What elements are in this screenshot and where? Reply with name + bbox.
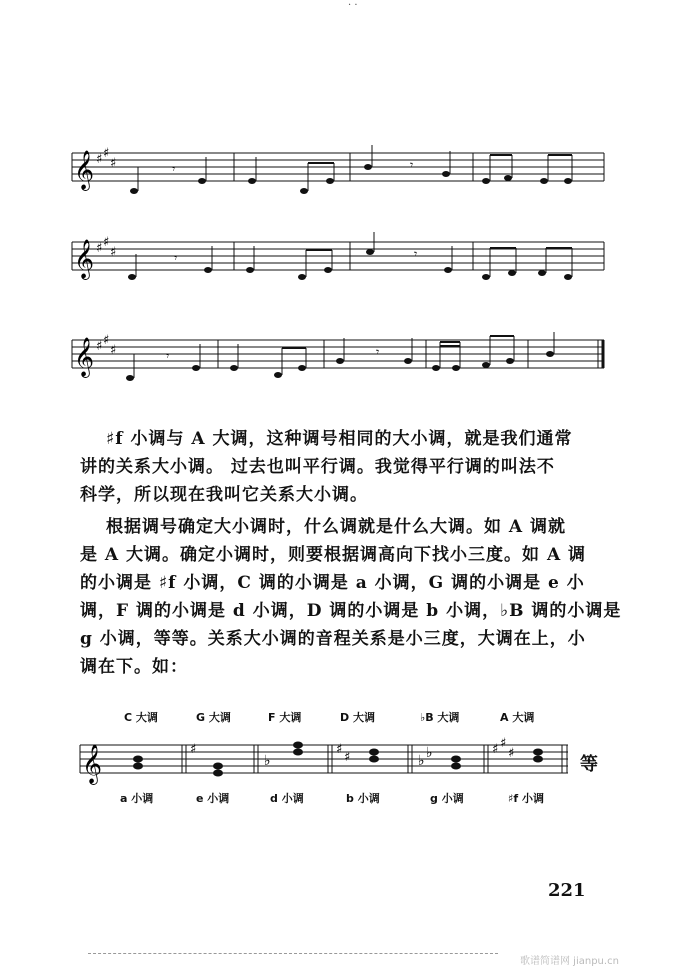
svg-text:𝄞: 𝄞 <box>74 337 95 377</box>
minor-label: e 小调 <box>196 792 230 805</box>
svg-text:♯: ♯ <box>110 245 117 260</box>
minor-label: b 小调 <box>346 792 380 805</box>
svg-text:♯: ♯ <box>96 241 103 256</box>
key-signature-notation <box>78 735 578 791</box>
top-mark: · · <box>348 0 358 11</box>
paragraph-line: 根据调号确定大小调时，什么调就是什么大调。如 A 调就 <box>106 517 567 537</box>
paragraph-line: 调，F 调的小调是 d 小调，D 调的小调是 b 小调，♭B 调的小调是 <box>80 601 622 621</box>
svg-text:𝄾: 𝄾 <box>166 349 170 363</box>
svg-text:♯: ♯ <box>508 746 515 761</box>
svg-text:𝄞: 𝄞 <box>74 150 95 190</box>
svg-text:♯: ♯ <box>103 333 110 348</box>
svg-text:♯: ♯ <box>500 736 507 751</box>
svg-text:♯: ♯ <box>103 146 110 161</box>
minor-label: d 小调 <box>270 792 304 805</box>
scan-artifact-line <box>88 953 498 955</box>
paragraph-line: 的小调是 ♯f 小调，C 调的小调是 a 小调，G 调的小调是 e 小 <box>80 573 585 593</box>
paragraph-line: 科学，所以现在我叫它关系大小调。 <box>80 485 368 505</box>
major-label: D 大调 <box>340 711 375 724</box>
paragraph-relative-keys <box>80 425 618 509</box>
major-label: F 大调 <box>268 711 302 724</box>
staff-notation-2 <box>68 232 608 288</box>
deng-text: 等 <box>580 754 598 775</box>
minor-label: g 小调 <box>430 792 464 805</box>
paragraph-line: 讲的关系大小调。 过去也叫平行调。我觉得平行调的叫法不 <box>80 457 555 477</box>
svg-text:♯: ♯ <box>103 235 110 250</box>
minor-label: ♯f 小调 <box>508 792 544 805</box>
watermark: 歌谱简谱网 jianpu.cn <box>520 956 619 967</box>
minor-label: a 小调 <box>120 792 154 805</box>
music-staff-1 <box>68 143 608 199</box>
svg-text:♯: ♯ <box>110 343 117 358</box>
music-staff-3 <box>68 330 608 386</box>
major-label: G 大调 <box>196 711 231 724</box>
svg-text:𝄞: 𝄞 <box>82 744 103 784</box>
svg-text:♯: ♯ <box>96 152 103 167</box>
svg-text:♯: ♯ <box>492 742 499 757</box>
svg-text:𝄾: 𝄾 <box>172 162 176 176</box>
major-label: C 大调 <box>124 711 158 724</box>
svg-text:♯: ♯ <box>96 339 103 354</box>
svg-text:♭: ♭ <box>426 745 433 761</box>
svg-text:♭: ♭ <box>418 753 425 769</box>
staff-notation-3 <box>68 330 608 386</box>
key-signature-staff <box>78 735 578 791</box>
paragraph-key-determination <box>80 513 622 681</box>
svg-text:♯: ♯ <box>190 742 197 757</box>
svg-text:♭: ♭ <box>264 753 271 769</box>
page-number: 221 <box>548 880 586 901</box>
major-label: ♭B 大调 <box>420 711 460 724</box>
paragraph-line: 调在下。如： <box>80 657 188 677</box>
svg-text:𝄞: 𝄞 <box>74 239 95 279</box>
svg-text:𝄾: 𝄾 <box>410 158 414 172</box>
paragraph-line: ♯f 小调与 A 大调，这种调号相同的大小调，就是我们通常 <box>106 429 573 449</box>
paragraph-line: g 小调，等等。关系大小调的音程关系是小三度，大调在上，小 <box>80 629 586 649</box>
music-staff-2 <box>68 232 608 288</box>
svg-text:𝄾: 𝄾 <box>376 345 380 359</box>
svg-text:𝄾: 𝄾 <box>414 247 418 261</box>
paragraph-line: 是 A 大调。确定小调时，则要根据调高向下找小三度。如 A 调 <box>80 545 587 565</box>
staff-notation-1 <box>68 143 608 199</box>
svg-text:𝄾: 𝄾 <box>174 251 178 265</box>
svg-text:♯: ♯ <box>344 750 351 765</box>
svg-text:♯: ♯ <box>110 156 117 171</box>
major-label: A 大调 <box>500 711 535 724</box>
svg-text:♯: ♯ <box>336 742 343 757</box>
